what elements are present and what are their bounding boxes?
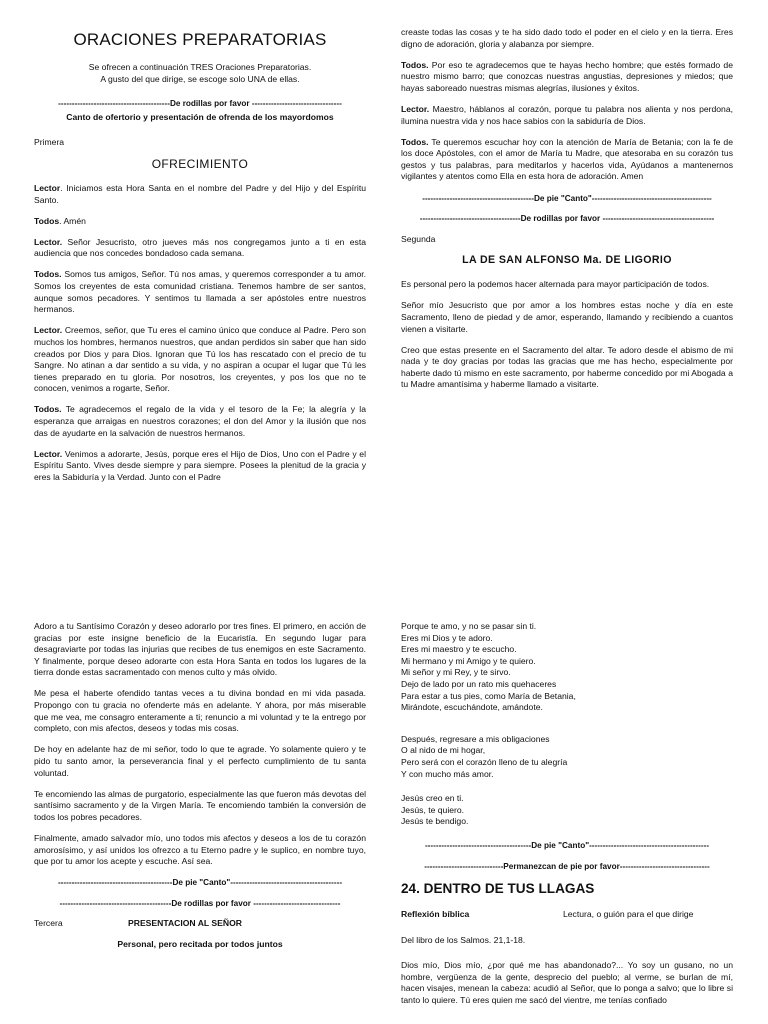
prayer-paragraph: creaste todas las cosas y te ha sido dado todo el poder en el cielo y en la tierra. Eres digno de adoración, gloria y alabanza por siempre. — [401, 27, 733, 49]
page2-left-column — [34, 621, 366, 951]
prayer-paragraph: Todos. Te agradecemos el regalo de la vida y el tesoro de la Fe; la alegría y la esperanza que arraigas en nuestros corazones; el don del Amor y la ilusión que nos das de ayudarte en la salvación de nuestros hermanos. — [34, 404, 366, 438]
prayer-paragraph: Lector. Señor Jesucristo, otro jueves más nos congregamos junto a ti en esta audiencia que nos concedes bondadoso cada semana. — [34, 236, 366, 259]
section-label-primera: Primera — [34, 137, 65, 148]
bible-citation: Del libro de los Salmos. 21,1-18. — [401, 934, 526, 945]
verse-block: Jesús creo en ti. Jesús, te quiero. Jesús te bendigo. — [401, 793, 469, 827]
document-page-2 — [0, 512, 768, 1024]
canto-ofertorio: Canto de ofertorio y presentación de ofrenda de los mayordomos — [66, 111, 334, 122]
section-label-segunda: Segunda — [401, 233, 436, 244]
page1-left-column — [34, 0, 366, 493]
prayer-paragraph: Adoro a tu Santísimo Corazón y deseo adorarlo por tres fines. El primero, en acción de gracias por este insigne beneficio de la Eucaristía. En segundo lugar para desagraviarte por todas las injurias que recibes de tus enemigos en este Sacramento. Y finalmente, porque deseo adorarte con esta Hora Santa en todos los lugares de la tierra donde estas sacramentado con menos culto y más olvido. — [34, 621, 366, 678]
prayer-paragraph: Todos. Te queremos escuchar hoy con la atención de María de Betania; con la fe de los doce Apóstoles, con el amor de María tu Madre, que atesoraba en su corazón tus gestos y tus palabras, para meditarlos y hacerlos vida, Ayúdanos a mantenernos vigilantes y atentos como Ella en esta hora de adoración. Amen — [401, 136, 733, 182]
divider-de-pie-canto: ---------------------------------------De pie "Canto"-------------------------------------------- — [424, 840, 710, 850]
prayer-paragraph: Señor mío Jesucristo que por amor a los hombres estas noche y día en este Sacramento, lleno de piedad y de amor, esperando, llamando y recibiendo a cuantos vienen a visitarte. — [401, 300, 733, 334]
prayer-paragraph: Todos. Somos tus amigos, Señor. Tú nos amas, y queremos corresponder a tu amor. Somos los creyentes de esta comunidad cristiana. Tenemos hambre de ser santos, aunque somos pecadores. Y sentimos tu llamada a ser apóstoles entre nuestros hermanos. — [34, 269, 366, 315]
divider-de-pie-canto: ------------------------------------------De pie "Canto"----------------------------------------- — [57, 878, 343, 888]
reflexion-label: Reflexión bíblica — [401, 909, 470, 920]
prayer-paragraph: Creo que estas presente en el Sacramento del altar. Te adoro desde el abismo de mi nada y te doy gracias por todas las gracias que me has hecho, especialmente por haberte dado tú mismo en este sacramento, por haberme concedido por mi Abogada a tu Madre amantísima y haberme llamado a visitarte. — [401, 344, 733, 390]
divider-de-pie-canto: -----------------------------------------De pie "Canto"-------------------------------------------- — [422, 193, 712, 203]
prayer-paragraph: Todos. Por eso te agradecemos que te hayas hecho hombre; que estés formado de nuestro mismo barro; que conozcas nuestras angustias, depresiones y miedos; que hayas saboreado nuestras mismas alegrías, ilusiones y éxitos. — [401, 59, 733, 93]
section-heading-san-alfonso: LA DE SAN ALFONSO Ma. DE LIGORIO — [462, 254, 672, 267]
section-heading-presentacion: PRESENTACION AL SEÑOR — [128, 918, 242, 929]
section-tercera-row — [34, 918, 366, 930]
page1-right-column — [401, 27, 733, 401]
prayer-paragraph: Lector. Maestro, háblanos al corazón, porque tu palabra nos alienta y nos perdona, ilumina nuestra vida y nos hace sabios con la sabiduría de Dios. — [401, 103, 733, 126]
prayer-paragraph: Lector. Iniciamos esta Hora Santa en el nombre del Padre y del Hijo y del Espíritu Santo. — [34, 182, 366, 205]
prayer-paragraph: Lector. Creemos, señor, que Tu eres el camino único que conduce al Padre. Pero son muchos los hombres, hermanos nuestros, que andan perdidos sin saber que han sido creados por Dios y para Dios. Ignoran que Tú los has rescatado con el precio de tu Sangre. No atinan a dar sentido a su vida, y no aspiran a ocupar el lugar que Tú les tienes preparado en tu gloria. Por nosotros, los creyentes, y pos los que no te conocen, venimos a rogarte, Señor. — [34, 325, 366, 394]
prayer-paragraph: Finalmente, amado salvador mío, uno todos mis afectos y deseos a los de tu corazón amorosísimo, y así unidos los ofrezco a tu Eterno padre y le suplico, en nombre tuyo, que por tu amor los acepte y escuche. Así sea. — [34, 832, 366, 867]
divider-permanezcan-de-pie: -----------------------------Permanezcan de pie por favor--------------------------------- — [424, 861, 710, 871]
prayer-paragraph: De hoy en adelante haz de mi señor, todo lo que te agrade. Yo solamente quiero y te pido tu santo amor, la perseverancia final y el perfecto cumplimiento de tu santa voluntad. — [34, 744, 366, 778]
reflexion-row — [401, 909, 733, 921]
prayer-paragraph: Lector. Venimos a adorarte, Jesús, porque eres el Hijo de Dios, Uno con el Padre y el Espíritu Santo. Vives desde siempre y para siempre. Posees la plenitud de la gracia y eres la Sabiduría y la Verdad. Junto con el Padre — [34, 448, 366, 482]
document-title: ORACIONES PREPARATORIAS — [73, 30, 327, 49]
page2-right-column — [401, 621, 733, 1016]
intro-line-2: A gusto del que dirige, se escoge solo UNA de ellas. — [100, 73, 300, 84]
prayer-paragraph: Es personal pero la podemos hacer alternada para mayor participación de todos. — [401, 279, 710, 290]
section-heading-ofrecimiento: OFRECIMIENTO — [151, 156, 249, 171]
section-label-tercera: Tercera — [34, 918, 63, 929]
prayer-paragraph: Todos. Amén — [34, 215, 86, 226]
verse-block: Después, regresare a mis obligaciones O al nido de mi hogar, Pero será con el corazón lleno de tu alegría Y con mucho más amor. — [401, 733, 568, 779]
prayer-paragraph: Te encomiendo las almas de purgatorio, especialmente las que fueron más devotas del santísimo sacramento y de la Virgen María. Te encomiendo también la conversión de todos los pobres pecadores. — [34, 788, 367, 822]
divider-rodillas: -----------------------------------------De rodillas por favor --------------------------------- — [58, 99, 342, 109]
divider-rodillas: -----------------------------------------De rodillas por favor -------------------------------- — [59, 898, 341, 908]
section-subtitle: Personal, pero recitada por todos juntos — [117, 938, 283, 949]
verse-block: Porque te amo, y no se pasar sin ti. Eres mi Dios y te adoro. Eres mi maestro y te escucho. Mi hermano y mi Amigo y te quiero. Mi señor y mi Rey, y te sirvo. Dejo de lado por un rato mis quehaceres Para estar a tus pies, como María de Betania, Mirándote, escuchándote, amándote. — [401, 621, 576, 713]
section-heading-dentro-de-tus-llagas: 24. DENTRO DE TUS LLAGAS — [401, 881, 595, 897]
prayer-paragraph: Me pesa el haberte ofendido tantas veces a tu divina bondad en mi vida pasada. Propongo con tu gracia no ofenderte más en adelante. Y ahora, por más miserable que me vea, me consagro enteramente a ti; renuncio a mi voluntad y te la entrego por completo, con mis afectos, deseos y todas mis cosas. — [34, 688, 366, 734]
reflexion-note: Lectura, o guión para el que dirige — [563, 909, 694, 920]
divider-rodillas: -------------------------------------De rodillas por favor ----------------------------------------- — [419, 214, 715, 224]
intro-line-1: Se ofrecen a continuación TRES Oraciones Preparatorias. — [88, 62, 312, 72]
psalm-text: Dios mío, Dios mío, ¿por qué me has abandonado?... Yo soy un gusano, no un hombre, vergüenza de la gente, desprecio del pueblo; al verme, se burlan de mí, hacen visajes, menean la cabeza: acudió al Señor, que lo ponga a salvo; que lo libre si tanto lo quiere. Tú eres quien me sacó del vientre, me tenías confiado — [401, 960, 733, 1006]
